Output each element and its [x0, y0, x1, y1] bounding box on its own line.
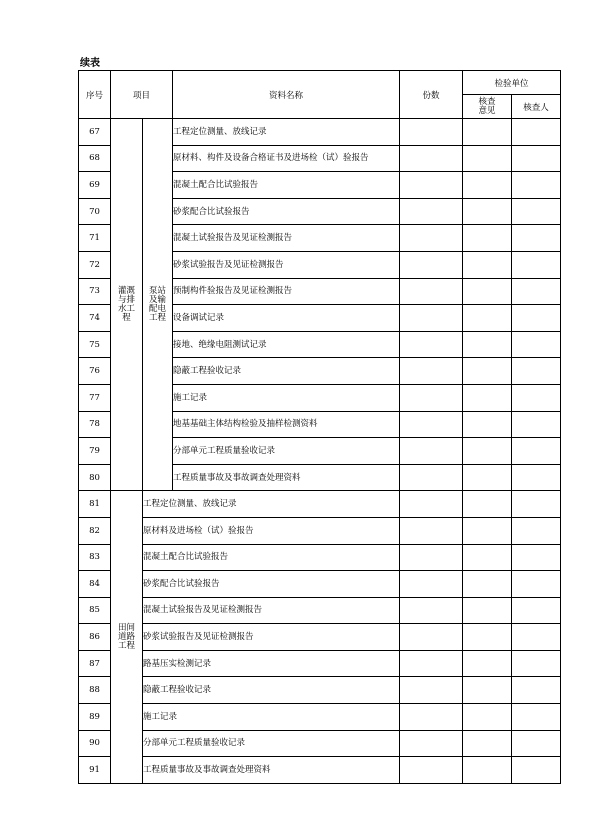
row-number: 89 — [79, 704, 111, 731]
copies-cell[interactable] — [400, 384, 463, 411]
document-name-text: 砂浆配合比试验报告 — [173, 206, 250, 217]
copies-cell[interactable] — [400, 438, 463, 465]
checker-cell[interactable] — [512, 704, 561, 731]
table-row — [79, 704, 561, 731]
copies-cell[interactable] — [400, 278, 463, 305]
copies-cell[interactable] — [400, 730, 463, 757]
copies-cell[interactable] — [400, 517, 463, 544]
opinion-cell[interactable] — [463, 597, 512, 624]
checker-cell[interactable] — [512, 384, 561, 411]
opinion-cell[interactable] — [463, 384, 512, 411]
header-inspection-unit: 检验单位 — [463, 71, 561, 95]
copies-cell[interactable] — [400, 624, 463, 651]
copies-cell[interactable] — [400, 358, 463, 385]
checker-cell[interactable] — [512, 251, 561, 278]
document-name-text: 工程质量事故及事故调查处理资料 — [173, 472, 301, 483]
table-row — [79, 624, 561, 651]
document-name — [173, 278, 400, 305]
copies-cell[interactable] — [400, 757, 463, 784]
opinion-cell[interactable] — [463, 438, 512, 465]
document-name — [173, 411, 400, 438]
document-name — [143, 650, 400, 677]
row-number: 76 — [79, 358, 111, 385]
copies-cell[interactable] — [400, 650, 463, 677]
table-row — [79, 650, 561, 677]
row-number: 68 — [79, 145, 111, 172]
document-name-text: 混凝土配合比试验报告 — [143, 552, 229, 563]
row-number: 84 — [79, 571, 111, 598]
row-number: 73 — [79, 278, 111, 305]
row-number: 90 — [79, 730, 111, 757]
row-number: 91 — [79, 757, 111, 784]
row-number: 88 — [79, 677, 111, 704]
document-name-text: 分部单元工程质量验收记录 — [173, 445, 276, 456]
document-name-text: 混凝土试验报告及见证检测报告 — [143, 605, 263, 616]
document-name-text: 工程质量事故及事故调查处理资料 — [143, 765, 271, 776]
document-name-text: 隐蔽工程验收记录 — [173, 366, 242, 377]
table-row — [79, 119, 561, 146]
opinion-cell[interactable] — [463, 331, 512, 358]
document-name — [143, 757, 400, 784]
copies-cell[interactable] — [400, 172, 463, 199]
document-name-text: 路基压实检测记录 — [143, 658, 212, 669]
copies-cell[interactable] — [400, 411, 463, 438]
document-name — [143, 624, 400, 651]
document-name — [173, 145, 400, 172]
checker-cell[interactable] — [512, 358, 561, 385]
row-number: 83 — [79, 544, 111, 571]
document-name — [173, 198, 400, 225]
copies-cell[interactable] — [400, 491, 463, 518]
document-name — [173, 172, 400, 199]
table-row — [79, 544, 561, 571]
checker-cell[interactable] — [512, 278, 561, 305]
document-name-text: 混凝土试验报告及见证检测报告 — [173, 233, 293, 244]
group-pump: 泵站 及输 配电 工程 — [143, 119, 173, 491]
opinion-cell[interactable] — [463, 757, 512, 784]
checker-cell[interactable] — [512, 172, 561, 199]
row-number: 85 — [79, 597, 111, 624]
opinion-cell[interactable] — [463, 704, 512, 731]
copies-cell[interactable] — [400, 464, 463, 491]
group-road: 田间 道路 工程 — [111, 491, 143, 784]
document-name — [143, 491, 400, 518]
document-name-text: 混凝土配合比试验报告 — [173, 179, 259, 190]
document-name-text: 工程定位测量、放线记录 — [143, 499, 237, 510]
opinion-cell[interactable] — [463, 517, 512, 544]
document-name — [143, 730, 400, 757]
checker-cell[interactable] — [512, 757, 561, 784]
row-number: 72 — [79, 251, 111, 278]
opinion-cell[interactable] — [463, 730, 512, 757]
checker-cell[interactable] — [512, 331, 561, 358]
checker-cell[interactable] — [512, 597, 561, 624]
opinion-cell[interactable] — [463, 172, 512, 199]
row-number: 70 — [79, 198, 111, 225]
document-name — [173, 438, 400, 465]
row-number: 82 — [79, 517, 111, 544]
table-row — [79, 571, 561, 598]
table-row — [79, 757, 561, 784]
opinion-cell[interactable] — [463, 544, 512, 571]
document-name-text: 设备调试记录 — [173, 312, 225, 323]
document-name-text: 接地、绝缘电阻测试记录 — [173, 339, 267, 350]
checker-cell[interactable] — [512, 305, 561, 332]
checker-cell[interactable] — [512, 438, 561, 465]
document-name-text: 分部单元工程质量验收记录 — [143, 738, 246, 749]
document-name — [143, 544, 400, 571]
opinion-cell[interactable] — [463, 624, 512, 651]
row-number: 74 — [79, 305, 111, 332]
checker-cell[interactable] — [512, 145, 561, 172]
table-row — [79, 597, 561, 624]
document-name — [173, 331, 400, 358]
opinion-cell[interactable] — [463, 411, 512, 438]
checker-cell[interactable] — [512, 517, 561, 544]
row-number: 71 — [79, 225, 111, 252]
copies-cell[interactable] — [400, 225, 463, 252]
document-name — [143, 704, 400, 731]
checker-cell[interactable] — [512, 571, 561, 598]
copies-cell[interactable] — [400, 331, 463, 358]
copies-cell[interactable] — [400, 704, 463, 731]
copies-cell[interactable] — [400, 145, 463, 172]
document-name — [143, 597, 400, 624]
checker-cell[interactable] — [512, 225, 561, 252]
row-number: 77 — [79, 384, 111, 411]
header-row — [79, 71, 561, 95]
document-name — [143, 571, 400, 598]
opinion-cell[interactable] — [463, 677, 512, 704]
copies-cell[interactable] — [400, 251, 463, 278]
checker-cell[interactable] — [512, 411, 561, 438]
document-name — [173, 384, 400, 411]
copies-cell[interactable] — [400, 198, 463, 225]
document-name — [173, 358, 400, 385]
checker-cell[interactable] — [512, 544, 561, 571]
checker-cell[interactable] — [512, 624, 561, 651]
copies-cell[interactable] — [400, 597, 463, 624]
header-no: 序号 — [79, 71, 111, 119]
document-name — [143, 677, 400, 704]
copies-cell[interactable] — [400, 119, 463, 146]
opinion-cell[interactable] — [463, 650, 512, 677]
checker-cell[interactable] — [512, 198, 561, 225]
document-name-text: 隐蔽工程验收记录 — [143, 685, 212, 696]
table-row — [79, 491, 561, 518]
opinion-cell[interactable] — [463, 119, 512, 146]
checker-cell[interactable] — [512, 464, 561, 491]
copies-cell[interactable] — [400, 544, 463, 571]
opinion-cell[interactable] — [463, 491, 512, 518]
opinion-cell[interactable] — [463, 251, 512, 278]
document-name-text: 砂浆试验报告及见证检测报告 — [173, 259, 284, 270]
copies-cell[interactable] — [400, 571, 463, 598]
document-name-text: 原材料及进场检（试）验报告 — [143, 525, 254, 536]
document-name — [173, 305, 400, 332]
document-name — [173, 251, 400, 278]
opinion-cell[interactable] — [463, 571, 512, 598]
checker-cell[interactable] — [512, 119, 561, 146]
document-name-text: 地基基础主体结构检验及抽样检测资料 — [173, 419, 318, 430]
row-number: 67 — [79, 119, 111, 146]
document-name — [173, 119, 400, 146]
table-row — [79, 677, 561, 704]
row-number: 79 — [79, 438, 111, 465]
copies-cell[interactable] — [400, 305, 463, 332]
document-table — [78, 70, 561, 784]
document-name — [143, 517, 400, 544]
document-name-text: 施工记录 — [143, 711, 178, 722]
opinion-cell[interactable] — [463, 198, 512, 225]
header-checker: 核查人 — [512, 95, 561, 119]
document-name — [173, 225, 400, 252]
document-name-text: 砂浆配合比试验报告 — [143, 578, 220, 589]
document-name-text: 原材料、构件及设备合格证书及进场检（试）验报告 — [173, 153, 369, 164]
copies-cell[interactable] — [400, 677, 463, 704]
checker-cell[interactable] — [512, 730, 561, 757]
header-copies: 份数 — [400, 71, 463, 119]
table-caption: 续表 — [80, 58, 100, 69]
document-name-text: 施工记录 — [173, 392, 208, 403]
row-number: 69 — [79, 172, 111, 199]
opinion-cell[interactable] — [463, 464, 512, 491]
document-name-text: 工程定位测量、放线记录 — [173, 126, 267, 137]
row-number: 87 — [79, 650, 111, 677]
row-number: 86 — [79, 624, 111, 651]
checker-cell[interactable] — [512, 650, 561, 677]
document-name — [173, 464, 400, 491]
group-irrigation: 灌溉 与排 水工 程 — [111, 119, 143, 491]
document-name-text: 砂浆试验报告及见证检测报告 — [143, 632, 254, 643]
checker-cell[interactable] — [512, 677, 561, 704]
header-doc-name: 资料名称 — [173, 71, 400, 119]
row-number: 75 — [79, 331, 111, 358]
table-row — [79, 730, 561, 757]
row-number: 80 — [79, 464, 111, 491]
opinion-cell[interactable] — [463, 278, 512, 305]
checker-cell[interactable] — [512, 491, 561, 518]
row-number: 78 — [79, 411, 111, 438]
document-name-text: 预制构件验报告及见证检测报告 — [173, 286, 293, 297]
table-row — [79, 517, 561, 544]
header-item: 项目 — [111, 71, 173, 119]
opinion-cell[interactable] — [463, 305, 512, 332]
opinion-cell[interactable] — [463, 358, 512, 385]
header-opinion: 核查 意见 — [463, 95, 512, 119]
opinion-cell[interactable] — [463, 145, 512, 172]
opinion-cell[interactable] — [463, 225, 512, 252]
row-number: 81 — [79, 491, 111, 518]
